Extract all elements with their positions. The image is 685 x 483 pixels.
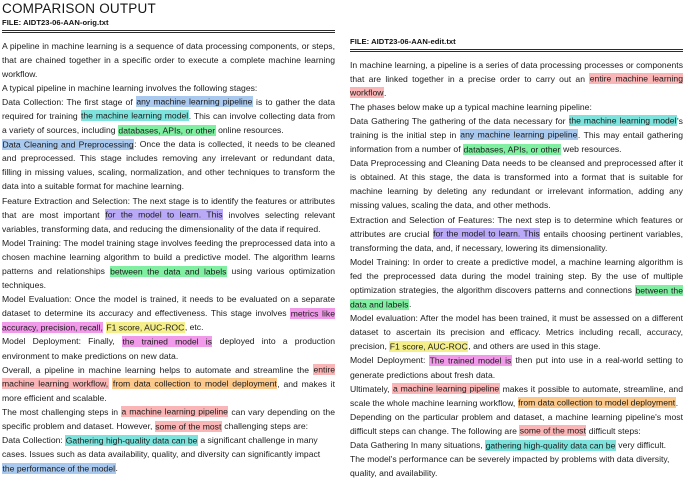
highlight-magenta: metrics like accuracy, precision, recall, (2, 308, 335, 333)
highlight-purple: for the model to learn. This (105, 209, 223, 220)
highlight-salmon: some of the most (519, 425, 586, 436)
right-column-title-spacer (350, 16, 683, 37)
paragraph: Data Cleaning and Preprocessing: Once the data is collected, it needs to be cleaned and preprocessed. This stage includes removing any irrelevant or redundant data, filling in missing values, scaling, normalization, and other techniques to transform the data into a suitable format for machine learning. (2, 139, 335, 192)
comparison-output-page (0, 1, 685, 483)
paragraph: The most challenging steps in a machine learning pipeline can vary depending on the specific problem and dataset. However, some of the most challenging steps are: (2, 406, 335, 432)
highlight-blue: the performance of the model (2, 463, 116, 474)
highlight-salmon: a machine learning pipeline (392, 383, 500, 394)
page-title: COMPARISON OUTPUT (2, 1, 156, 16)
paragraph: Model Evaluation: Once the model is trained, it needs to be evaluated on a separate dataset to determine its accuracy and effectiveness. This stage involves metrics like accuracy, precision, recall, F1 score, AUC-ROC, etc. (2, 294, 335, 333)
highlight-purple: for the model to learn. This (433, 228, 540, 239)
highlight-cyan: Gathering high-quality data can be (65, 435, 198, 446)
highlight-cyan: the machine learning model (569, 115, 677, 126)
highlight-green: databases, APIs, or other (118, 125, 216, 136)
paragraph: Extraction and Selection of Features: The next step is to determine which features or attributes are crucial for the model to learn. This entails choosing pertinent variables, transforming the data, and, if necessary, lowering its dimensionality. (350, 214, 683, 253)
paragraph: Ultimately, a machine learning pipeline makes it possible to automate, streamline, and scale the whole machine learning workflow, from data collection to model deployment. (350, 383, 684, 408)
highlight-blue: any machine learning pipeline (460, 129, 578, 140)
paragraph: Data Gathering The gathering of the data necessary for the machine learning model's training is the initial step in any machine learning pipeline. This may entail gathering information from a number of databases, APIs, or other web resources. (350, 115, 684, 155)
original-document-column (2, 16, 335, 480)
highlight-orange: from data collection to model deployment (112, 378, 277, 389)
paragraph: A typical pipeline in machine learning involves the following stages: (2, 82, 258, 93)
paragraph: Data Preprocessing and Cleaning Data needs to be cleansed and preprocessed after it is obtained. At this stage, the data is transformed into a format that is suitable for machine learning by deleting any redundant or irrelevant information, adding any missing values, scaling the data, and other methods. (350, 158, 683, 211)
highlight-yellow: F1 score, AUC-ROC (389, 341, 468, 352)
highlight-magenta: The trained model is (429, 355, 512, 366)
paragraph: Model Training: The model training stage involves feeding the preprocessed data into a chosen machine learning algorithm to build a predictive model. The algorithm learns patterns and relationships between the data and labels using various optimization techniques. (2, 237, 335, 291)
paragraph: Model Deployment: Finally, the trained model is deployed into a production environment to make predictions on new data. (2, 336, 335, 361)
highlight-blue: any machine learning pipeline (136, 96, 253, 107)
paragraph: Data Gathering In many situations, gathering high-quality data can be very difficult. The model's performance can be severely impacted by problems with data diversity, quality, and availability. (350, 440, 670, 479)
original-document-text (2, 39, 335, 476)
highlight-green: between the data and labels (350, 285, 684, 310)
edited-document-column (350, 16, 683, 480)
paragraph: Model Deployment: The trained model is then put into use in a real-world setting to generate predictions about fresh data. (350, 355, 683, 380)
highlight-salmon: a machine learning pipeline (121, 406, 228, 417)
original-file-label: FILE: AIDT23-06-AAN-orig.txt (2, 18, 109, 27)
paragraph: The phases below make up a typical machine learning pipeline: (350, 101, 592, 112)
paragraph: Data Collection: Gathering high-quality data can be a significant challenge in many cases. Issues such as data availability, quality, and diversity can significantly impact the performance of the model. (2, 435, 321, 474)
comparison-columns (0, 16, 685, 480)
paragraph: In machine learning, a pipeline is a series of data processing processes or components that are linked together in a precise order to carry out an entire machine learning workflow. (350, 59, 684, 98)
highlight-orange: from data collection to model deployment (518, 397, 676, 408)
original-header-divider (2, 30, 335, 33)
highlight-salmon: some of the most (155, 421, 222, 432)
paragraph: Depending on the particular problem and dataset, a machine learning pipeline's most difficult steps can change. The following are some of the most difficult steps: (350, 411, 683, 436)
paragraph: A pipeline in machine learning is a sequence of data processing components, or steps, that are chained together in a specific order to execute a complete machine learning workflow. (2, 40, 335, 79)
paragraph: Data Collection: The first stage of any machine learning pipeline is to gather the data required for training the machine learning model. This can involve collecting data from a variety of sources, including databases, APIs, or other online resources. (2, 96, 335, 136)
highlight-cyan: the machine learning model (81, 110, 189, 121)
highlight-green: databases, APIs, or other (463, 144, 561, 155)
paragraph: Feature Extraction and Selection: The next stage is to identify the features or attributes that are most important for the model to learn. This involves selecting relevant variables, transforming data, and reducing the dimensionality of the data if required. (2, 195, 336, 234)
paragraph: Model Training: In order to create a predictive model, a machine learning algorithm is fed the preprocessed data during the model training step. By the use of multiple optimization strategies, the algorithm discovers patterns and connections between the data and labels. (350, 256, 684, 310)
highlight-salmon: entire machine learning workflow, (2, 364, 335, 389)
highlight-cyan: gathering high-quality data can be (485, 440, 616, 451)
edited-header-divider (350, 49, 683, 52)
highlight-yellow: F1 score, AUC-ROC (106, 322, 185, 333)
edited-file-label: FILE: AIDT23-06-AAN-edit.txt (350, 37, 456, 46)
edited-document-text (350, 58, 683, 481)
highlight-blue: Data Cleaning and Preprocessing (2, 139, 134, 150)
paragraph: Overall, a pipeline in machine learning helps to automate and streamline the entire machine learning workflow, from data collection to model deployment, and makes it more efficient and scalable. (2, 364, 336, 403)
highlight-green: between the data and labels (110, 266, 227, 276)
paragraph: Model evaluation: After the model has been trained, it must be assessed on a different dataset to ascertain its precision and efficacy. Metrics including recall, accuracy, precision, F1 score, AUC-ROC, and others are used in this stage. (350, 313, 683, 352)
highlight-salmon: entire machine learning workflow (350, 73, 684, 98)
highlight-magenta: the trained model is (122, 336, 212, 347)
